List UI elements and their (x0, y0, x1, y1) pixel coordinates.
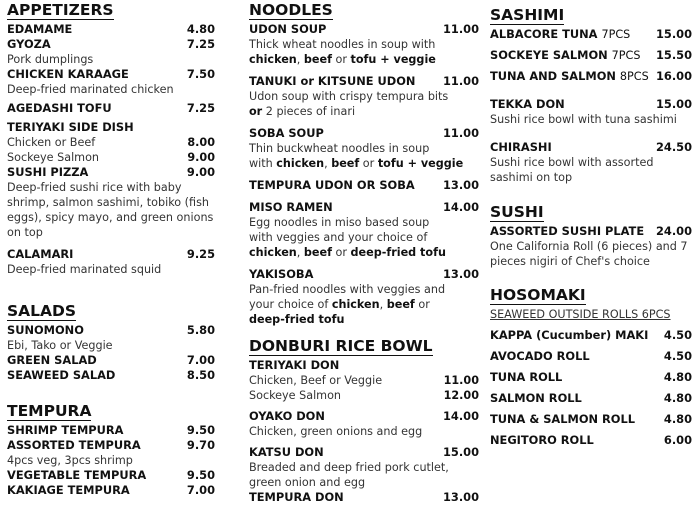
item-name: MISO RAMEN (249, 200, 333, 214)
menu-item (490, 48, 692, 63)
item-name: SUNOMONO (7, 323, 84, 337)
item-name: TANUKI or KITSUNE UDON (249, 74, 416, 88)
option-price: 9.00 (187, 151, 215, 164)
item-price: 7.25 (186, 37, 215, 51)
item-option (249, 388, 479, 403)
menu-item (7, 165, 215, 180)
option-name: Chicken or Beef (7, 136, 96, 149)
salads-section (7, 301, 215, 383)
item-name: ALBACORE TUNA (490, 27, 598, 41)
menu-item (249, 267, 479, 282)
item-name: KATSU DON (249, 445, 324, 459)
item-option (249, 373, 479, 388)
item-name: SUSHI PIZZA (7, 165, 89, 179)
item-name: SOCKEYE SALMON (490, 48, 608, 62)
menu-item (490, 433, 692, 448)
noodles-section (249, 0, 479, 327)
section-title: NOODLES (249, 1, 333, 19)
item-name: TEKKA DON (490, 97, 565, 111)
item-price: 7.25 (186, 101, 215, 115)
item-price: 15.00 (655, 97, 692, 111)
item-name: TUNA ROLL (490, 370, 563, 384)
menu-item (490, 391, 692, 406)
item-price: 4.80 (663, 412, 692, 426)
option-name: Chicken, Beef or Veggie (249, 374, 383, 387)
item-name: VEGETABLE TEMPURA (7, 468, 147, 482)
item-name: EDAMAME (7, 22, 73, 36)
item-description: Egg noodles in miso based soup with veggies and your choice of chicken, beef or deep-fried tofu (249, 216, 446, 259)
item-name: SALMON ROLL (490, 391, 582, 405)
item-price: 16.00 (655, 69, 692, 83)
section-title: APPETIZERS (7, 1, 114, 19)
item-name: CHICKEN KARAAGE (7, 67, 129, 81)
menu-item (249, 22, 479, 37)
menu-item (490, 97, 692, 112)
item-description: Deep-fried marinated chicken (7, 83, 174, 96)
option-price: 8.00 (187, 136, 215, 149)
item-price: 4.50 (663, 328, 692, 342)
option-price: 12.00 (443, 389, 479, 402)
item-name: OYAKO DON (249, 409, 325, 423)
item-price: 15.50 (655, 48, 692, 62)
item-price: 11.00 (442, 22, 479, 36)
menu-item (7, 468, 215, 483)
menu-item (7, 120, 215, 135)
menu-item (7, 423, 215, 438)
item-description: Pork dumplings (7, 53, 94, 66)
item-price: 9.70 (186, 438, 215, 452)
menu-item (7, 247, 215, 262)
menu-item (490, 140, 692, 155)
item-price: 7.00 (186, 483, 215, 497)
option-name: Sockeye Salmon (7, 151, 100, 164)
sashimi-section (490, 5, 692, 185)
item-price: 9.25 (186, 247, 215, 261)
item-name: AGEDASHI TOFU (7, 101, 112, 115)
item-price: 24.00 (655, 224, 692, 238)
section-title: SALADS (7, 302, 77, 320)
section-title: HOSOMAKI (490, 286, 586, 304)
item-name: GREEN SALAD (7, 353, 97, 367)
item-price: 13.00 (442, 490, 479, 504)
item-name: ASSORTED SUSHI PLATE (490, 224, 645, 238)
menu-item (7, 37, 215, 52)
item-price: 7.50 (186, 67, 215, 81)
item-price: 24.50 (655, 140, 692, 154)
item-name: GYOZA (7, 37, 51, 51)
option-name: Sockeye Salmon (249, 389, 342, 402)
menu-item (490, 27, 692, 42)
item-price: 5.80 (186, 323, 215, 337)
item-price: 4.80 (186, 22, 215, 36)
menu-item (249, 490, 479, 505)
item-description: Thick wheat noodles in soup with chicken, beef or tofu + veggie (249, 38, 436, 66)
item-price: 11.00 (442, 126, 479, 140)
menu-item (490, 370, 692, 385)
item-price: 4.80 (663, 370, 692, 384)
item-name: TERIYAKI SIDE DISH (7, 120, 134, 134)
item-description: Deep-fried sushi rice with baby shrimp, salmon sashimi, tobiko (fish eggs), spicy mayo, and green onions on top (7, 181, 214, 239)
item-name: TUNA AND SALMON (490, 69, 616, 83)
item-description: Udon soup with crispy tempura bits or 2 pieces of inari (249, 90, 449, 118)
menu-item (7, 483, 215, 498)
item-name: NEGITORO ROLL (490, 433, 594, 447)
menu-item (249, 445, 479, 460)
option-price: 11.00 (443, 374, 479, 387)
menu-item (249, 358, 479, 373)
appetizers-section (7, 0, 215, 277)
item-price: 9.50 (186, 423, 215, 437)
item-name: ASSORTED TEMPURA (7, 438, 141, 452)
item-description: Pan-fried noodles with veggies and your choice of chicken, beef or deep-fried tofu (249, 283, 446, 326)
item-name: SOBA SOUP (249, 126, 324, 140)
section-title: DONBURI RICE BOWL (249, 337, 433, 355)
menu-item (490, 224, 692, 239)
item-name: YAKISOBA (249, 267, 314, 281)
item-name: SEAWEED SALAD (7, 368, 116, 382)
item-description: One California Roll (6 pieces) and 7 pieces nigiri of Chef's choice (490, 240, 688, 268)
item-name: KAPPA (Cucumber) MAKI (490, 328, 649, 342)
item-price: 7.00 (186, 353, 215, 367)
item-pieces: 7PCS (601, 28, 631, 41)
menu-item (7, 323, 215, 338)
tempura-section (7, 401, 215, 498)
item-pieces: 8PCS (619, 70, 649, 83)
menu-item (7, 22, 215, 37)
item-price: 13.00 (442, 178, 479, 192)
item-name: KAKIAGE TEMPURA (7, 483, 130, 497)
menu-item (490, 328, 692, 343)
item-price: 15.00 (655, 27, 692, 41)
item-description: Breaded and deep fried pork cutlet, green onion and egg (249, 461, 449, 489)
item-price: 8.50 (186, 368, 215, 382)
item-price: 14.00 (442, 409, 479, 423)
menu-item (490, 69, 692, 84)
item-name: CHIRASHI (490, 140, 552, 154)
item-price: 13.00 (442, 267, 479, 281)
item-name: AVOCADO ROLL (490, 349, 590, 363)
menu-item (249, 200, 479, 215)
item-price: 15.00 (442, 445, 479, 459)
item-price: 4.80 (663, 391, 692, 405)
item-name: TUNA & SALMON ROLL (490, 412, 635, 426)
hosomaki-section (490, 285, 692, 448)
menu-item (7, 368, 215, 383)
item-option (7, 150, 215, 165)
item-description: Sushi rice bowl with tuna sashimi (490, 113, 677, 126)
section-title: SASHIMI (490, 6, 565, 24)
menu-item (249, 126, 479, 141)
menu-item (249, 74, 479, 89)
section-title: SUSHI (490, 203, 544, 221)
item-description: Chicken, green onions and egg (249, 425, 423, 438)
item-description: 4pcs veg, 3pcs shrimp (7, 454, 133, 467)
menu-item (7, 101, 215, 116)
item-description: Thin buckwheat noodles in soup with chicken, beef or tofu + veggie (249, 142, 464, 170)
section-title: TEMPURA (7, 402, 92, 420)
donburi-section (249, 336, 479, 505)
item-price: 4.50 (663, 349, 692, 363)
item-option (7, 135, 215, 150)
item-name: UDON SOUP (249, 22, 327, 36)
item-name: CALAMARI (7, 247, 74, 261)
item-name: TEMPURA DON (249, 490, 344, 504)
item-name: TERIYAKI DON (249, 358, 340, 372)
menu-item (7, 353, 215, 368)
item-pieces: 7PCS (611, 49, 641, 62)
item-price: 9.00 (186, 165, 215, 179)
item-price: 11.00 (442, 74, 479, 88)
section-subtitle: SEAWEED OUTSIDE ROLLS 6PCS (490, 308, 671, 321)
menu-item (7, 67, 215, 82)
item-name: TEMPURA UDON OR SOBA (249, 178, 415, 192)
item-price: 9.50 (186, 468, 215, 482)
sushi-section (490, 202, 692, 269)
item-price: 14.00 (442, 200, 479, 214)
menu-item (490, 412, 692, 427)
item-price: 6.00 (663, 433, 692, 447)
item-name: SHRIMP TEMPURA (7, 423, 124, 437)
menu-item (249, 178, 479, 193)
menu-item (249, 409, 479, 424)
item-description: Sushi rice bowl with assorted sashimi on top (490, 156, 654, 184)
item-description: Ebi, Tako or Veggie (7, 339, 113, 352)
menu-item (7, 438, 215, 453)
menu-item (490, 349, 692, 364)
item-description: Deep-fried marinated squid (7, 263, 162, 276)
